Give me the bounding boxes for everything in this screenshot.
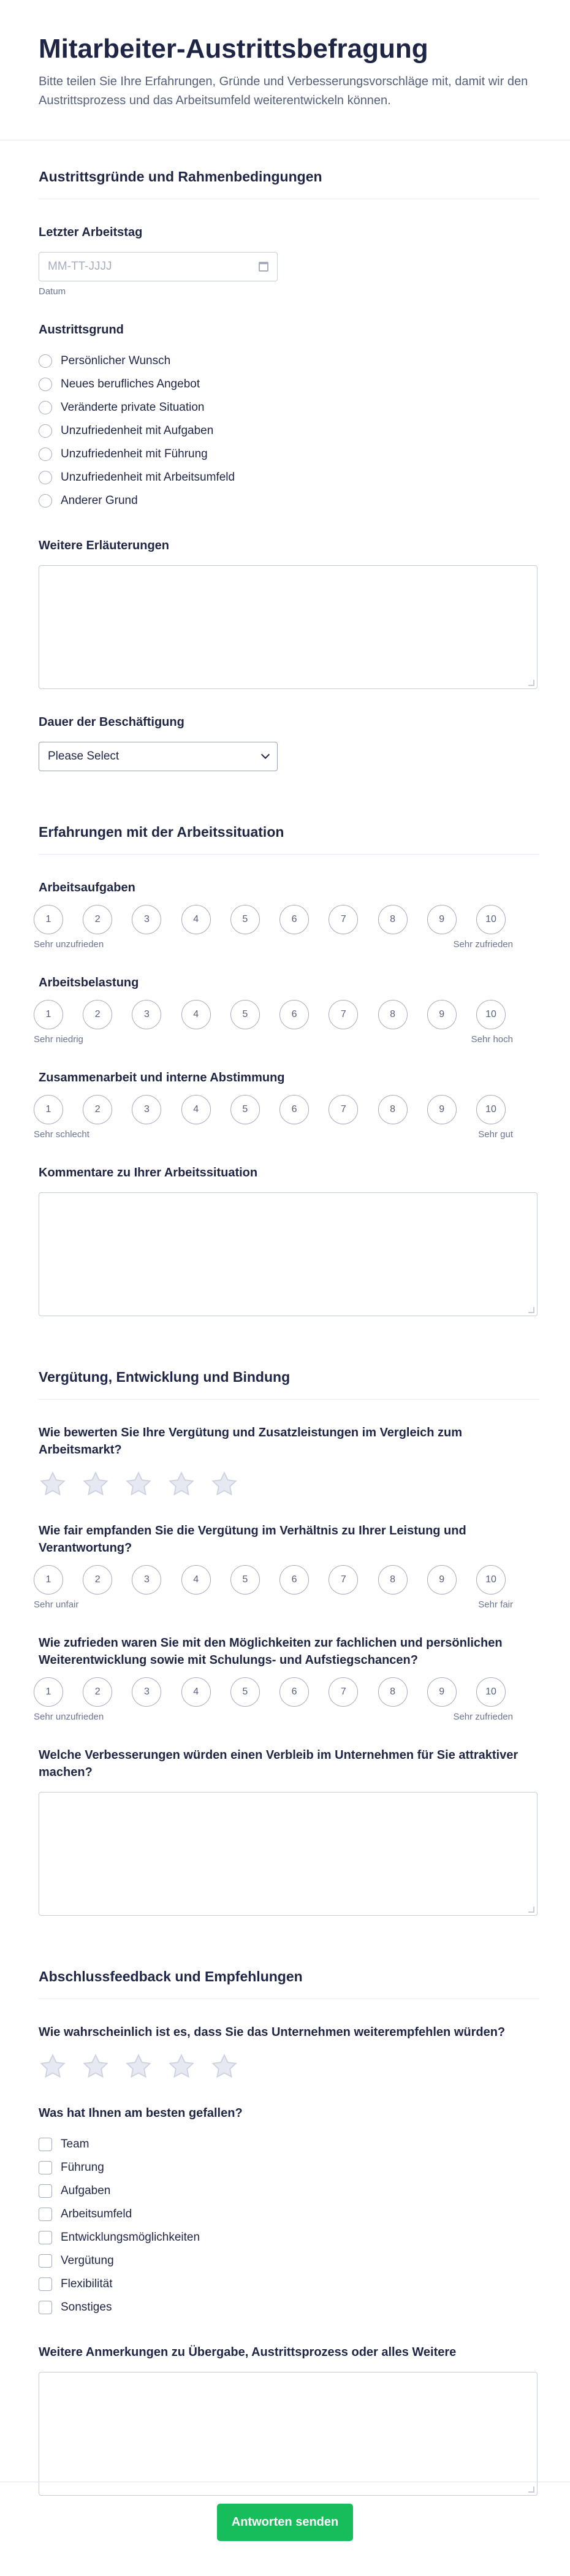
reason-option-label: Unzufriedenheit mit Arbeitsumfeld: [61, 471, 235, 484]
radio-button[interactable]: [39, 401, 52, 414]
details-textarea[interactable]: [39, 565, 538, 689]
scale-low-label: Sehr schlecht: [34, 1129, 89, 1140]
scale-collab-field: [34, 1069, 539, 1140]
calendar-icon[interactable]: [259, 262, 268, 272]
scale-option[interactable]: 7: [329, 1095, 358, 1124]
checkbox[interactable]: [39, 2138, 52, 2151]
scale-fairness-label: Wie fair empfanden Sie die Vergütung im Verhältnis zu Ihrer Leistung und Verantwortung?: [39, 1524, 466, 1555]
recommend-rating-label: Wie wahrscheinlich ist es, dass Sie das Unternehmen weiterempfehlen würden?: [39, 2025, 506, 2039]
form-footer: [0, 2482, 570, 2576]
liked-option[interactable]: [39, 2273, 539, 2296]
scale-option[interactable]: 2: [83, 1095, 112, 1124]
scale-option[interactable]: 7: [329, 905, 358, 934]
comments-textarea[interactable]: [39, 1192, 538, 1316]
liked-option-label: Team: [61, 2138, 89, 2151]
form-content: [0, 140, 570, 2496]
checkbox[interactable]: [39, 2208, 52, 2221]
scale-option[interactable]: 5: [230, 1565, 260, 1595]
scale-workload-label: Arbeitsbelastung: [39, 976, 139, 989]
improvements-label: Welche Verbesserungen würden einen Verbleib im Unternehmen für Sie attraktiver machen?: [39, 1748, 519, 1779]
scale-option[interactable]: 7: [329, 1677, 358, 1707]
scale-option[interactable]: 9: [427, 1565, 457, 1595]
liked-option[interactable]: [39, 2296, 539, 2319]
form-description: Bitte teilen Sie Ihre Erfahrungen, Gründe und Verbesserungsvorschläge mit, damit wir den Austrittsprozess und das Arbeitsumfeld weiterentwickeln können.: [39, 75, 528, 107]
scale-tasks-field: [34, 879, 539, 950]
scale-option[interactable]: 8: [378, 905, 408, 934]
checkbox[interactable]: [39, 2277, 52, 2291]
details-field: [39, 537, 539, 689]
reason-option-label: Anderer Grund: [61, 494, 138, 507]
scale-option[interactable]: 8: [378, 1095, 408, 1124]
pay-rating-field: [39, 1424, 539, 1498]
liked-option-label: Aufgaben: [61, 2184, 111, 2197]
scale-fairness: [34, 1565, 506, 1595]
scale-option[interactable]: 3: [132, 905, 161, 934]
last-day-placeholder: MM-TT-JJJJ: [48, 260, 112, 273]
scale-option[interactable]: 8: [378, 1565, 408, 1595]
scale-option[interactable]: 5: [230, 1677, 260, 1707]
checkbox[interactable]: [39, 2161, 52, 2174]
pay-rating-label: Wie bewerten Sie Ihre Vergütung und Zusatzleistungen im Vergleich zum Arbeitsmarkt?: [39, 1426, 463, 1457]
liked-option-label: Vergütung: [61, 2254, 114, 2267]
scale-option[interactable]: 3: [132, 1677, 161, 1707]
improvements-textarea[interactable]: [39, 1792, 538, 1916]
section-title-pay: Vergütung, Entwicklung und Bindung: [39, 1341, 539, 1400]
form-title: Mitarbeiter-Austrittsbefragung: [39, 34, 428, 64]
star-icon[interactable]: [39, 1471, 67, 1498]
reason-option[interactable]: [39, 396, 539, 419]
scale-option[interactable]: 7: [329, 1565, 358, 1595]
comments-field: [39, 1164, 539, 1316]
radio-button[interactable]: [39, 354, 52, 368]
resize-handle-icon[interactable]: [528, 680, 534, 686]
scale-fairness-field: [34, 1522, 539, 1610]
recommend-star-rating: [39, 2053, 539, 2080]
last-day-field: [39, 224, 539, 297]
scale-option[interactable]: 9: [427, 1677, 457, 1707]
scale-option[interactable]: 1: [34, 1095, 63, 1124]
scale-option[interactable]: 10: [476, 1677, 506, 1707]
liked-option-label: Entwicklungsmöglichkeiten: [61, 2231, 200, 2244]
reason-option-label: Unzufriedenheit mit Führung: [61, 448, 208, 460]
star-icon[interactable]: [82, 2053, 110, 2080]
reason-option-label: Veränderte private Situation: [61, 401, 205, 414]
scale-option[interactable]: 6: [279, 1000, 309, 1029]
scale-option[interactable]: 4: [181, 1677, 211, 1707]
reason-option-label: Persönlicher Wunsch: [61, 354, 171, 367]
scale-low-label: Sehr unzufrieden: [34, 939, 104, 950]
liked-option[interactable]: [39, 2226, 539, 2249]
scale-low-label: Sehr unfair: [34, 1599, 79, 1610]
scale-option[interactable]: 4: [181, 1000, 211, 1029]
scale-option[interactable]: 10: [476, 905, 506, 934]
scale-development-field: [34, 1634, 539, 1722]
liked-option-label: Führung: [61, 2161, 104, 2174]
reason-option[interactable]: [39, 489, 539, 513]
scale-workload-labels: [34, 1034, 513, 1045]
scale-option[interactable]: 8: [378, 1677, 408, 1707]
scale-option[interactable]: 5: [230, 905, 260, 934]
scale-workload-field: [34, 974, 539, 1045]
scale-option[interactable]: 6: [279, 905, 309, 934]
scale-option[interactable]: 6: [279, 1677, 309, 1707]
star-icon[interactable]: [167, 1471, 196, 1498]
radio-button[interactable]: [39, 378, 52, 391]
scale-option[interactable]: 6: [279, 1095, 309, 1124]
scale-option[interactable]: 9: [427, 1000, 457, 1029]
remarks-field: [39, 2344, 539, 2496]
liked-option[interactable]: [39, 2203, 539, 2226]
last-day-date-input[interactable]: [39, 252, 278, 281]
scale-tasks-labels: [34, 939, 513, 950]
last-day-sublabel: Datum: [39, 286, 66, 297]
checkbox[interactable]: [39, 2254, 52, 2268]
scale-option[interactable]: 5: [230, 1000, 260, 1029]
reason-option[interactable]: [39, 443, 539, 466]
form-header: [0, 0, 570, 140]
radio-button[interactable]: [39, 448, 52, 461]
chevron-down-icon: [261, 750, 270, 759]
recommend-rating-field: [39, 2024, 539, 2080]
liked-option-label: Flexibilität: [61, 2277, 113, 2290]
scale-option[interactable]: 9: [427, 1095, 457, 1124]
scale-option[interactable]: 3: [132, 1095, 161, 1124]
radio-button[interactable]: [39, 494, 52, 508]
radio-button[interactable]: [39, 424, 52, 438]
scale-collab-labels: [34, 1129, 513, 1140]
scale-option[interactable]: 5: [230, 1095, 260, 1124]
scale-low-label: Sehr niedrig: [34, 1034, 83, 1045]
reason-option-label: Neues berufliches Angebot: [61, 378, 200, 391]
scale-option[interactable]: 10: [476, 1565, 506, 1595]
comments-label: Kommentare zu Ihrer Arbeitssituation: [39, 1166, 258, 1179]
reason-option[interactable]: [39, 466, 539, 489]
reason-option[interactable]: [39, 419, 539, 443]
scale-option[interactable]: 6: [279, 1565, 309, 1595]
liked-option[interactable]: [39, 2133, 539, 2156]
scale-development: [34, 1677, 506, 1707]
liked-option-label: Arbeitsumfeld: [61, 2208, 132, 2220]
duration-label: Dauer der Beschäftigung: [39, 715, 184, 729]
scale-high-label: Sehr zufrieden: [453, 1712, 513, 1722]
scale-fairness-labels: [34, 1599, 513, 1610]
section-title-feedback: Abschlussfeedback und Empfehlungen: [39, 1940, 539, 1999]
liked-checkbox-list: [39, 2133, 539, 2319]
liked-option[interactable]: [39, 2156, 539, 2179]
scale-tasks-label: Arbeitsaufgaben: [39, 881, 135, 894]
section-title-reasons: Austrittsgründe und Rahmenbedingungen: [39, 140, 539, 199]
resize-handle-icon[interactable]: [528, 1307, 534, 1313]
reason-option[interactable]: [39, 373, 539, 396]
scale-low-label: Sehr unzufrieden: [34, 1712, 104, 1722]
reason-option[interactable]: [39, 349, 539, 373]
scale-development-label: Wie zufrieden waren Sie mit den Möglichkeiten zur fachlichen und persönlichen Weiterentwicklung sowie mit Schulungs- und Aufstiegschancen?: [39, 1636, 503, 1667]
reason-field: [39, 321, 539, 513]
scale-collab: [34, 1095, 506, 1124]
reason-radio-list: [39, 349, 539, 513]
star-icon[interactable]: [82, 1471, 110, 1498]
liked-option-label: Sonstiges: [61, 2301, 112, 2314]
reason-label: Austrittsgrund: [39, 323, 124, 337]
scale-development-labels: [34, 1712, 513, 1722]
liked-label: Was hat Ihnen am besten gefallen?: [39, 2106, 243, 2120]
scale-option[interactable]: 2: [83, 1000, 112, 1029]
scale-high-label: Sehr hoch: [471, 1034, 513, 1045]
details-label: Weitere Erläuterungen: [39, 539, 170, 552]
scale-option[interactable]: 1: [34, 1677, 63, 1707]
reason-option-label: Unzufriedenheit mit Aufgaben: [61, 424, 214, 437]
section-title-work: Erfahrungen mit der Arbeitssituation: [39, 796, 539, 855]
remarks-label: Weitere Anmerkungen zu Übergabe, Austrittsprozess oder alles Weitere: [39, 2345, 457, 2359]
checkbox[interactable]: [39, 2184, 52, 2198]
scale-option[interactable]: 10: [476, 1095, 506, 1124]
liked-field: [39, 2105, 539, 2319]
duration-select-value: Please Select: [48, 750, 120, 763]
scale-collab-label: Zusammenarbeit und interne Abstimmung: [39, 1071, 285, 1084]
scale-option[interactable]: 2: [83, 1565, 112, 1595]
scale-option[interactable]: 4: [181, 905, 211, 934]
scale-option[interactable]: 3: [132, 1565, 161, 1595]
star-icon[interactable]: [210, 1471, 238, 1498]
scale-option[interactable]: 7: [329, 1000, 358, 1029]
scale-option[interactable]: 4: [181, 1095, 211, 1124]
scale-high-label: Sehr gut: [478, 1129, 513, 1140]
resize-handle-icon[interactable]: [528, 1907, 534, 1913]
checkbox[interactable]: [39, 2301, 52, 2314]
last-day-label: Letzter Arbeitstag: [39, 226, 143, 239]
scale-tasks: [34, 905, 506, 934]
scale-high-label: Sehr zufrieden: [453, 939, 513, 950]
pay-star-rating: [39, 1471, 539, 1498]
scale-option[interactable]: 4: [181, 1565, 211, 1595]
radio-button[interactable]: [39, 471, 52, 484]
checkbox[interactable]: [39, 2231, 52, 2244]
scale-option[interactable]: 1: [34, 1565, 63, 1595]
liked-option[interactable]: [39, 2249, 539, 2273]
scale-option[interactable]: 2: [83, 905, 112, 934]
star-icon[interactable]: [167, 2053, 196, 2080]
star-icon[interactable]: [124, 2053, 153, 2080]
remarks-textarea[interactable]: [39, 2372, 538, 2496]
submit-button[interactable]: Antworten senden: [217, 2504, 353, 2541]
scale-option[interactable]: 10: [476, 1000, 506, 1029]
duration-select[interactable]: [39, 742, 278, 771]
star-icon[interactable]: [124, 1471, 153, 1498]
duration-field: [39, 714, 539, 771]
liked-option[interactable]: [39, 2179, 539, 2203]
improvements-field: [39, 1747, 539, 1916]
scale-option[interactable]: 3: [132, 1000, 161, 1029]
scale-option[interactable]: 9: [427, 905, 457, 934]
star-icon[interactable]: [210, 2053, 238, 2080]
scale-option[interactable]: 2: [83, 1677, 112, 1707]
scale-workload: [34, 1000, 506, 1029]
scale-high-label: Sehr fair: [478, 1599, 513, 1610]
star-icon[interactable]: [39, 2053, 67, 2080]
scale-option[interactable]: 8: [378, 1000, 408, 1029]
scale-option[interactable]: 1: [34, 1000, 63, 1029]
scale-option[interactable]: 1: [34, 905, 63, 934]
